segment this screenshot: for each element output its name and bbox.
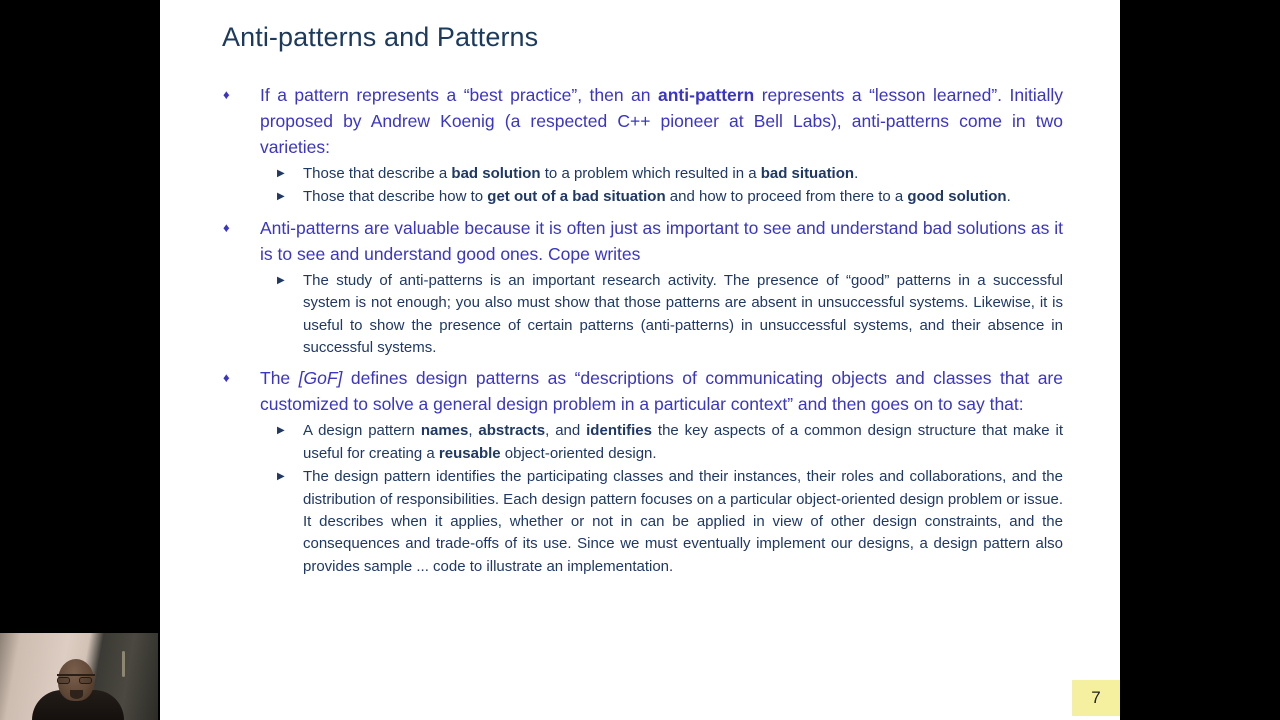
bullet-text: The design pattern identifies the participating classes and their instances, their roles and collaborations, and the distribution of responsibilities. Each design pattern focuses on a particular object-oriented design problem or issue. It describes when it applies, whether or not in can be applied in view of other design constraints, and the consequences and trade-offs of its use. Since we must eventually implement our designs, a design pattern also provides sample ... code to illustrate an implementation. — [303, 468, 1063, 575]
webcam-glasses-left-lens — [57, 677, 70, 684]
webcam-person-glasses — [57, 674, 95, 682]
presenter-webcam-feed[interactable] — [0, 633, 158, 720]
diamond-bullet-icon: ♦ — [223, 87, 230, 102]
sub-bullet-group-3 — [215, 420, 1063, 578]
triangle-bullet-icon: ▶ — [277, 274, 285, 286]
diamond-bullet-icon: ♦ — [223, 370, 230, 386]
bullet-text: Those that describe how to get out of a bad situation and how to proceed from there to a good solution. — [303, 188, 1011, 206]
triangle-bullet-icon: ▶ — [277, 425, 285, 437]
slide-body — [215, 82, 1063, 584]
bullet-design-pattern-identifies — [215, 466, 1063, 578]
sub-bullet-group-1 — [215, 163, 1063, 209]
triangle-bullet-icon: ▶ — [277, 471, 285, 483]
bullet-text: If a pattern represents a “best practice”, then an anti-pattern represents a “lesson learned”. Initially proposed by Andrew Koenig (a respected C++ pioneer at Bell Labs), anti-patterns come in two varieties: — [260, 85, 1063, 157]
webcam-glasses-right-lens — [79, 677, 92, 684]
bullet-text: A design pattern names, abstracts, and identifies the key aspects of a common design structure that make it useful for creating a reusable object-oriented design. — [303, 422, 1063, 462]
bullet-design-pattern-names — [215, 420, 1063, 465]
page-number-badge: 7 — [1072, 680, 1120, 716]
bullet-get-out-of-bad-situation — [215, 186, 1063, 208]
bullet-text: Those that describe a bad solution to a problem which resulted in a bad situation. — [303, 165, 859, 182]
bullet-text: The [GoF] defines design patterns as “descriptions of communicating objects and classes that are customized to solve a general design problem in a particular context” and then goes on to say that: — [260, 368, 1063, 415]
bullet-anti-pattern-definition — [215, 82, 1063, 160]
page-title: Anti-patterns and Patterns — [222, 22, 539, 52]
webcam-door-handle — [122, 651, 125, 677]
triangle-bullet-icon: ▶ — [277, 191, 285, 203]
triangle-bullet-icon: ▶ — [277, 168, 285, 179]
bullet-gof-definition — [215, 365, 1063, 417]
sub-bullet-group-2 — [215, 270, 1063, 360]
webcam-person-beard — [70, 690, 83, 699]
bullet-bad-solution — [215, 163, 1063, 185]
bullet-study-of-anti-patterns — [215, 270, 1063, 360]
bullet-text: Anti-patterns are valuable because it is often just as important to see and understand bad solutions as it is to see and understand good ones. Cope writes — [260, 217, 1063, 264]
presentation-slide — [160, 0, 1120, 720]
bullet-text: The study of anti-patterns is an important research activity. The presence of “good” patterns in a successful system is not enough; you also must show that those patterns are absent in unsuccessful systems. Likewise, it is useful to show the presence of certain patterns (anti-patterns) in unsuccessful systems, and their absence in successful systems. — [303, 271, 1063, 357]
diamond-bullet-icon: ♦ — [223, 219, 230, 235]
bullet-anti-patterns-valuable — [215, 215, 1063, 267]
